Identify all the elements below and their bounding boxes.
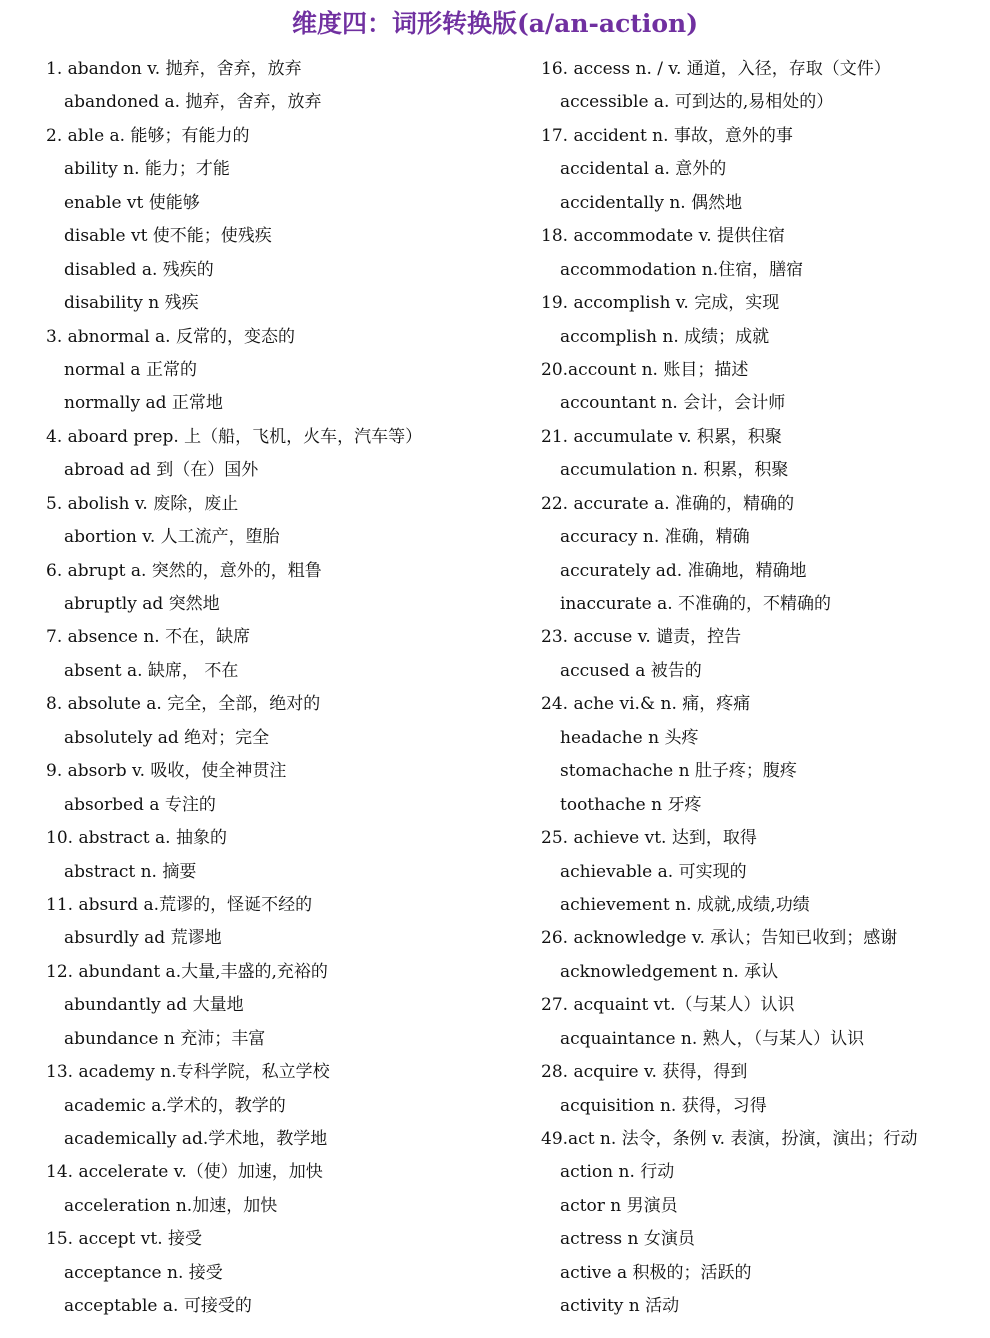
derived-word-entry: accessible a. 可到达的,易相处的） [560,92,834,113]
derived-word-entry: abruptly ad 突然地 [64,594,220,614]
derived-word-entry: actor n 男演员 [560,1195,678,1216]
vocab-entry: 18. accommodate v. 提供住宿 [541,226,786,247]
vocab-entry: 19. accomplish v. 完成，实现 [541,293,780,314]
derived-word-entry: disability n 残疾 [64,293,199,314]
derived-word-entry: acceleration n.加速，加快 [64,1195,278,1216]
derived-word-entry: achievement n. 成就,成绩,功绩 [560,894,810,915]
derived-word-entry: disable vt 使不能；使残疾 [64,226,272,247]
derived-word-entry: normally ad 正常地 [64,393,223,414]
vocab-entry: 8. absolute a. 完全，全部，绝对的 [46,694,321,715]
derived-word-entry: actress n 女演员 [560,1229,695,1250]
derived-word-entry: accuracy n. 准确，精确 [560,527,750,548]
derived-word-entry: abandoned a. 抛弃，舍弃，放弃 [64,92,322,113]
vocab-entry: 6. abrupt a. 突然的，意外的，粗鲁 [46,560,322,581]
vocab-entry: 4. aboard prep. 上（船，飞机，火车，汽车等） [46,426,423,447]
vocab-entry: 27. acquaint vt.（与某人）认识 [541,995,795,1016]
vocab-entry: 9. absorb v. 吸收，使全神贯注 [46,761,287,782]
vocab-entry: 13. academy n.专科学院，私立学校 [46,1062,330,1083]
derived-word-entry: abundance n 充沛；丰富 [64,1028,266,1049]
derived-word-entry: academically ad.学术地，教学地 [64,1129,328,1149]
vocab-entry: 25. achieve vt. 达到，取得 [541,828,757,849]
vocab-entry: 23. accuse v. 谴责，控告 [541,627,742,648]
derived-word-entry: abstract n. 摘要 [64,861,197,882]
vocab-entry: 24. ache vi.& n. 痛，疼痛 [541,694,751,715]
vocab-entry: 22. accurate a. 准确的，精确的 [541,493,795,514]
derived-word-entry: abortion v. 人工流产，堕胎 [64,527,280,548]
derived-word-entry: disabled a. 残疾的 [64,259,214,280]
derived-word-entry: acquaintance n. 熟人，（与某人）认识 [560,1028,865,1049]
vocab-entry: 20.account n. 账目；描述 [541,359,749,380]
left-column [46,53,516,1324]
derived-word-entry: accomplish n. 成绩；成就 [560,326,770,347]
derived-word-entry: acquisition n. 获得，习得 [560,1095,767,1116]
derived-word-entry: acceptance n. 接受 [64,1262,223,1283]
derived-word-entry: acceptable a. 可接受的 [64,1296,252,1317]
derived-word-entry: toothache n 牙疼 [560,794,702,815]
vocab-entry: 11. absurd a.荒谬的，怪诞不经的 [46,894,313,915]
derived-word-entry: accurately ad. 准确地，精确地 [560,560,807,581]
page-title: 维度四：词形转换版(a/an-action) [291,9,699,38]
derived-word-entry: stomachache n 肚子疼；腹疼 [560,761,797,782]
derived-word-entry: activity n 活动 [560,1296,680,1317]
derived-word-entry: inaccurate a. 不准确的，不精确的 [560,594,832,614]
derived-word-entry: headache n 头疼 [560,727,699,748]
derived-word-entry: accidentally n. 偶然地 [560,192,743,213]
vocab-entry: 28. acquire v. 获得，得到 [541,1062,748,1083]
vocab-entry: 26. acknowledge v. 承认；告知已收到；感谢 [541,928,898,949]
derived-word-entry: academic a.学术的，教学的 [64,1095,286,1116]
derived-word-entry: accused a 被告的 [560,660,702,681]
derived-word-entry: abroad ad 到（在）国外 [64,460,259,481]
derived-word-entry: acknowledgement n. 承认 [560,961,779,982]
derived-word-entry: absent a. 缺席， 不在 [64,660,239,681]
vocab-entry: 12. abundant a.大量,丰盛的,充裕的 [46,961,328,982]
derived-word-entry: abundantly ad 大量地 [64,995,244,1016]
derived-word-entry: accidental a. 意外的 [560,159,727,180]
vocab-entry: 17. accident n. 事故，意外的事 [541,125,793,146]
vocab-entry: 16. access n. / v. 通道，入径，存取（文件） [541,59,891,79]
derived-word-entry: achievable a. 可实现的 [560,861,747,882]
vocab-entry: 1. abandon v. 抛弃，舍弃，放弃 [46,59,302,79]
derived-word-entry: absorbed a 专注的 [64,794,216,815]
vocab-entry: 14. accelerate v.（使）加速，加快 [46,1162,323,1183]
derived-word-entry: absolutely ad 绝对；完全 [64,727,270,748]
vocab-entry: 2. able a. 能够；有能力的 [46,125,250,146]
vocab-entry: 10. abstract a. 抽象的 [46,828,227,849]
derived-word-entry: accountant n. 会计，会计师 [560,393,786,414]
vocab-entry: 49.act n. 法令，条例 v. 表演，扮演，演出；行动 [541,1129,918,1149]
derived-word-entry: normal a 正常的 [64,359,197,380]
right-column [541,53,981,1324]
derived-word-entry: enable vt 使能够 [64,192,200,213]
derived-word-entry: action n. 行动 [560,1162,675,1183]
vocab-entry: 15. accept vt. 接受 [46,1229,203,1250]
vocab-entry: 7. absence n. 不在，缺席 [46,627,251,648]
vocab-entry: 3. abnormal a. 反常的，变态的 [46,326,295,347]
derived-word-entry: accommodation n.住宿，膳宿 [560,259,804,280]
vocab-entry: 5. abolish v. 废除，废止 [46,493,239,514]
derived-word-entry: active a 积极的；活跃的 [560,1262,752,1283]
vocab-entry: 21. accumulate v. 积累，积聚 [541,426,782,447]
derived-word-entry: ability n. 能力；才能 [64,159,230,180]
derived-word-entry: accumulation n. 积累，积聚 [560,460,789,481]
derived-word-entry: absurdly ad 荒谬地 [64,928,222,949]
